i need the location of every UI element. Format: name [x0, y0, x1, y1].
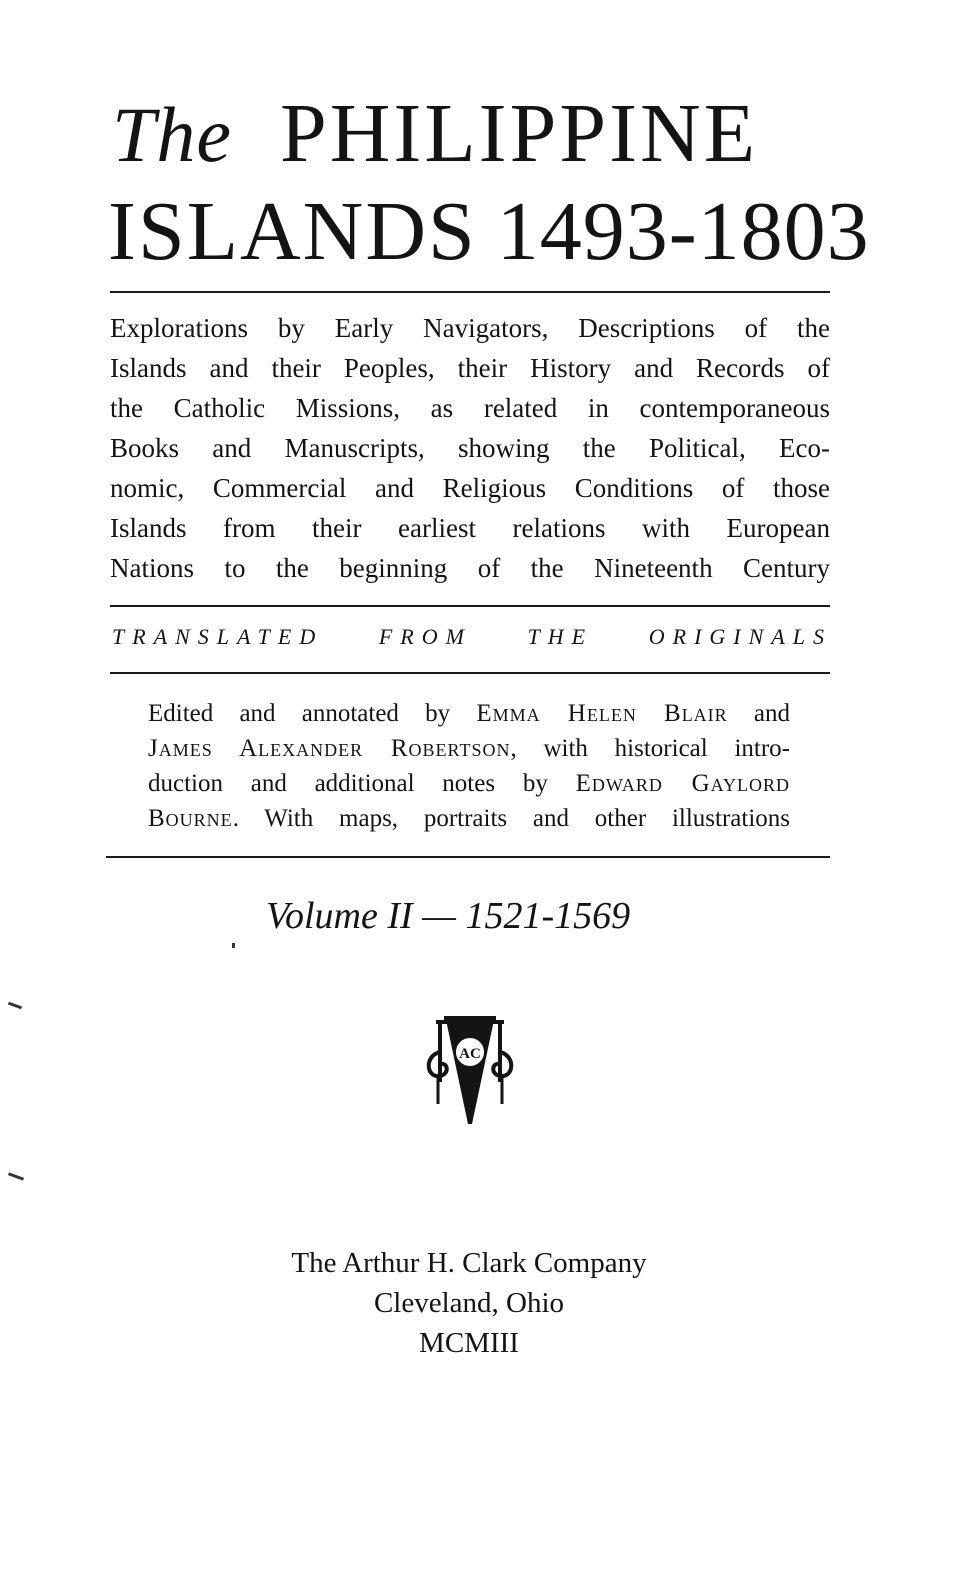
publisher-city: Cleveland, Ohio: [373, 1287, 565, 1319]
editors-text: and: [727, 700, 790, 727]
editors-line: [148, 801, 790, 836]
subtitle-line: Islands from their earliest relations with European: [110, 513, 830, 543]
subtitle-line: the Catholic Missions, as related in contemporaneous: [110, 393, 830, 423]
title-line-2: [108, 185, 870, 278]
editors-paragraph: [148, 696, 790, 836]
volume-label: Volume II — 1521-1569: [266, 895, 631, 937]
editor-name: Emma Helen Blair: [476, 700, 728, 727]
translated-word: THE: [527, 624, 594, 649]
publisher-name: The Arthur H. Clark Company: [291, 1247, 647, 1279]
divider-4: [106, 856, 830, 858]
divider-2: [110, 605, 830, 607]
subtitle-line: Books and Manuscripts, showing the Political, Eco-: [110, 433, 830, 463]
publisher-shield-icon: [422, 1012, 518, 1128]
divider-3: [110, 672, 830, 674]
translated-from-originals: [112, 624, 832, 650]
editor-name: Edward Gaylord: [575, 770, 790, 797]
editors-text: , with historical intro-: [510, 735, 790, 762]
title-line-1: [112, 87, 832, 180]
editors-line: [148, 731, 790, 766]
editors-text: . With maps, portraits and other illustrations: [232, 805, 790, 832]
scan-mark: [232, 943, 235, 948]
subtitle-line: nomic, Commercial and Religious Conditions of those: [110, 473, 830, 503]
translated-word: ORIGINALS: [648, 624, 832, 649]
translated-word: FROM: [378, 624, 472, 649]
subtitle-line: Islands and their Peoples, their History and Records of: [110, 353, 830, 383]
subtitle-paragraph: [110, 308, 830, 588]
editor-name: James Alexander Robertson: [148, 735, 511, 762]
publication-year: MCMIII: [419, 1327, 519, 1359]
scan-mark: [8, 1002, 22, 1010]
title-islands: ISLANDS: [108, 185, 477, 278]
scan-mark: [8, 1172, 24, 1180]
title-years: 1493-1803: [496, 185, 870, 278]
editor-name: Bourne: [148, 805, 233, 832]
subtitle-line: Nations to the beginning of the Nineteenth Century: [110, 553, 830, 583]
editors-line: [148, 766, 790, 801]
editors-line: [148, 696, 790, 731]
title-philippine: PHILIPPINE: [280, 87, 759, 180]
title-article: The: [112, 91, 232, 178]
divider-1: [110, 291, 830, 293]
editors-text: duction and additional notes by: [148, 770, 576, 797]
subtitle-line: Explorations by Early Navigators, Descriptions of the: [110, 313, 830, 343]
publisher-block: [0, 1243, 938, 1363]
editors-text: Edited and annotated by: [148, 700, 477, 727]
translated-word: TRANSLATED: [112, 624, 324, 649]
emblem-monogram: AC: [459, 1046, 481, 1062]
